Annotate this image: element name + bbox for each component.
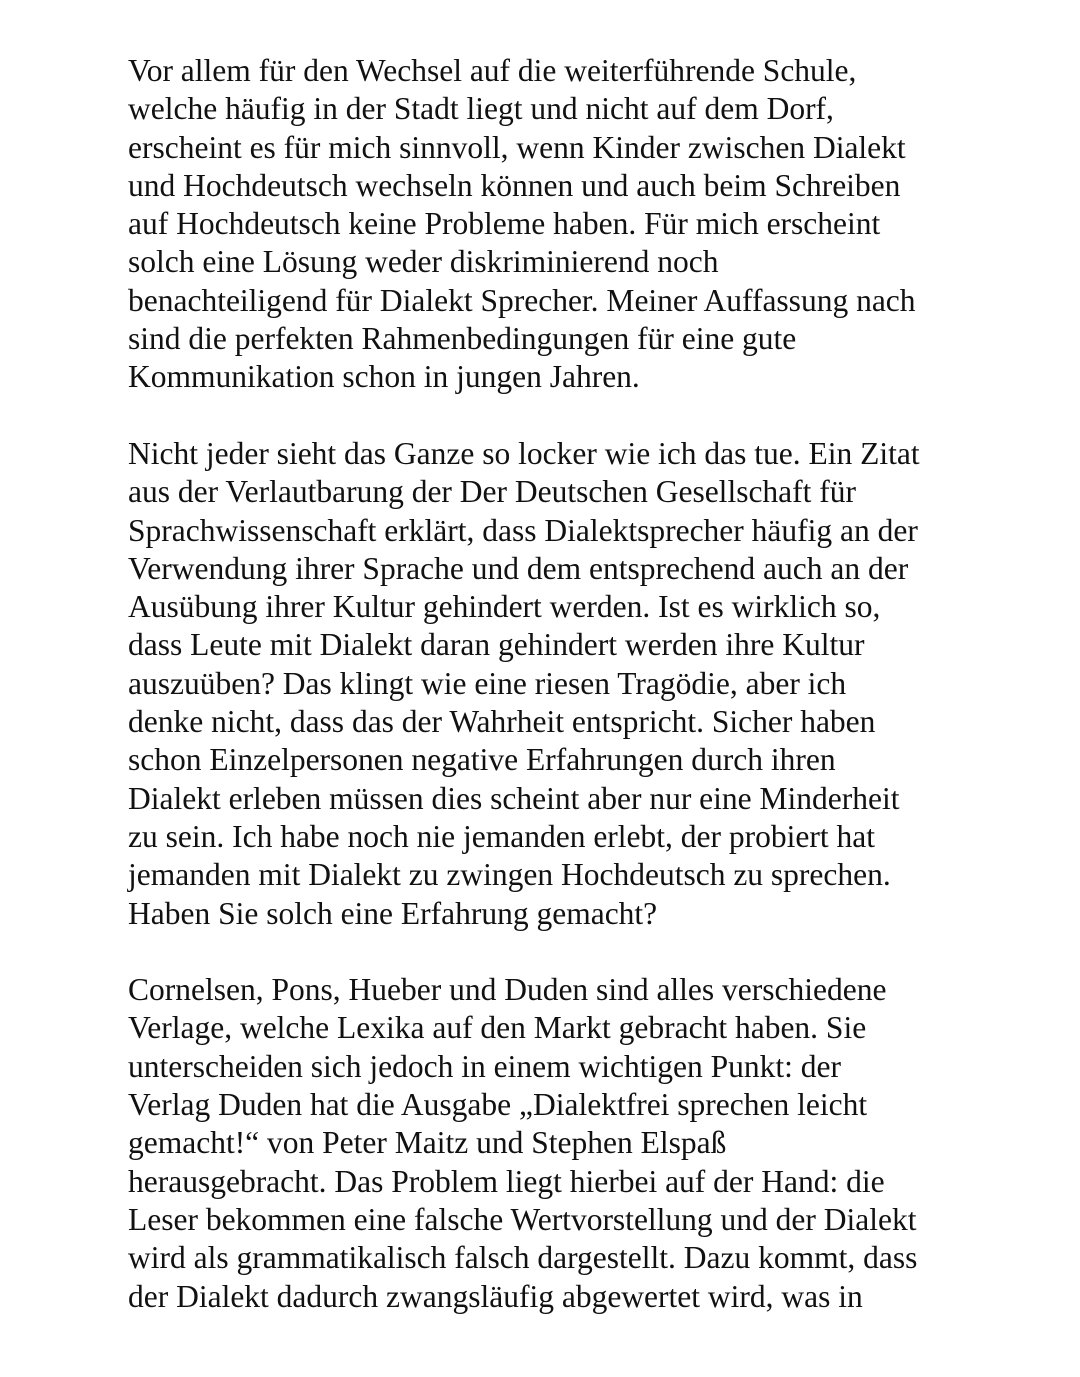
text-line: Verlag Duden hat die Ausgabe „Dialektfrei sprechen leicht [128,1087,868,1123]
text-line: wird als grammatikalisch falsch dargestellt. Dazu kommt, dass [128,1240,918,1276]
text-line: jemanden mit Dialekt zu zwingen Hochdeutsch zu sprechen. [128,857,891,893]
text-line: Leser bekommen eine falsche Wertvorstellung und der Dialekt [128,1201,917,1237]
text-line: sind die perfekten Rahmenbedingungen für eine gute [128,321,797,357]
text-line: Vor allem für den Wechsel auf die weiterführende Schule, [128,53,857,88]
text-line: auszuüben? Das klingt wie eine riesen Tragödie, aber ich [128,665,847,701]
text-line: Kommunikation schon in jungen Jahren. [128,359,640,395]
text-line: schon Einzelpersonen negative Erfahrungen durch ihren [128,742,836,778]
text-line: Haben Sie solch eine Erfahrung gemacht? [128,895,658,931]
document-page [128,52,1008,1316]
text-line: unterscheiden sich jedoch in einem wichtigen Punkt: der [128,1048,841,1084]
text-line: Sprachwissenschaft erklärt, dass Dialektsprecher häufig an der [128,512,918,548]
text-line: gemacht!“ von Peter Maitz und Stephen Elspaß [128,1125,727,1161]
text-line: erscheint es für mich sinnvoll, wenn Kinder zwischen Dialekt [128,129,906,165]
text-line: auf Hochdeutsch keine Probleme haben. Für mich erscheint [128,206,881,242]
text-line: der Dialekt dadurch zwangsläufig abgewertet wird, was in [128,1278,863,1314]
text-line: Verwendung ihrer Sprache und dem entsprechend auch an der [128,550,909,586]
text-line: herausgebracht. Das Problem liegt hierbei auf der Hand: die [128,1163,885,1199]
paragraph-dialect-culture [128,435,1008,933]
text-line: zu sein. Ich habe noch nie jemanden erlebt, der probiert hat [128,818,875,854]
text-line: dass Leute mit Dialekt daran gehindert werden ihre Kultur [128,627,865,663]
text-line: Nicht jeder sieht das Ganze so locker wie ich das tue. Ein Zitat [128,435,920,471]
text-line: Verlage, welche Lexika auf den Markt gebracht haben. Sie [128,1010,867,1046]
text-line: welche häufig in der Stadt liegt und nicht auf dem Dorf, [128,91,834,127]
text-line: denke nicht, dass das der Wahrheit entspricht. Sicher haben [128,704,876,740]
text-line: Cornelsen, Pons, Hueber und Duden sind alles verschiedene [128,972,887,1008]
text-line: Ausübung ihrer Kultur gehindert werden. Ist es wirklich so, [128,589,881,625]
text-line: und Hochdeutsch wechseln können und auch beim Schreiben [128,167,901,203]
text-line: aus der Verlautbarung der Der Deutschen Gesellschaft für [128,474,857,510]
text-line: solch eine Lösung weder diskriminierend noch [128,244,719,280]
paragraph-school-transition [128,52,1008,397]
text-line: Dialekt erleben müssen dies scheint aber nur eine Minderheit [128,780,900,816]
text-line: benachteiligend für Dialekt Sprecher. Meiner Auffassung nach [128,282,916,318]
paragraph-publishers [128,971,1008,1316]
